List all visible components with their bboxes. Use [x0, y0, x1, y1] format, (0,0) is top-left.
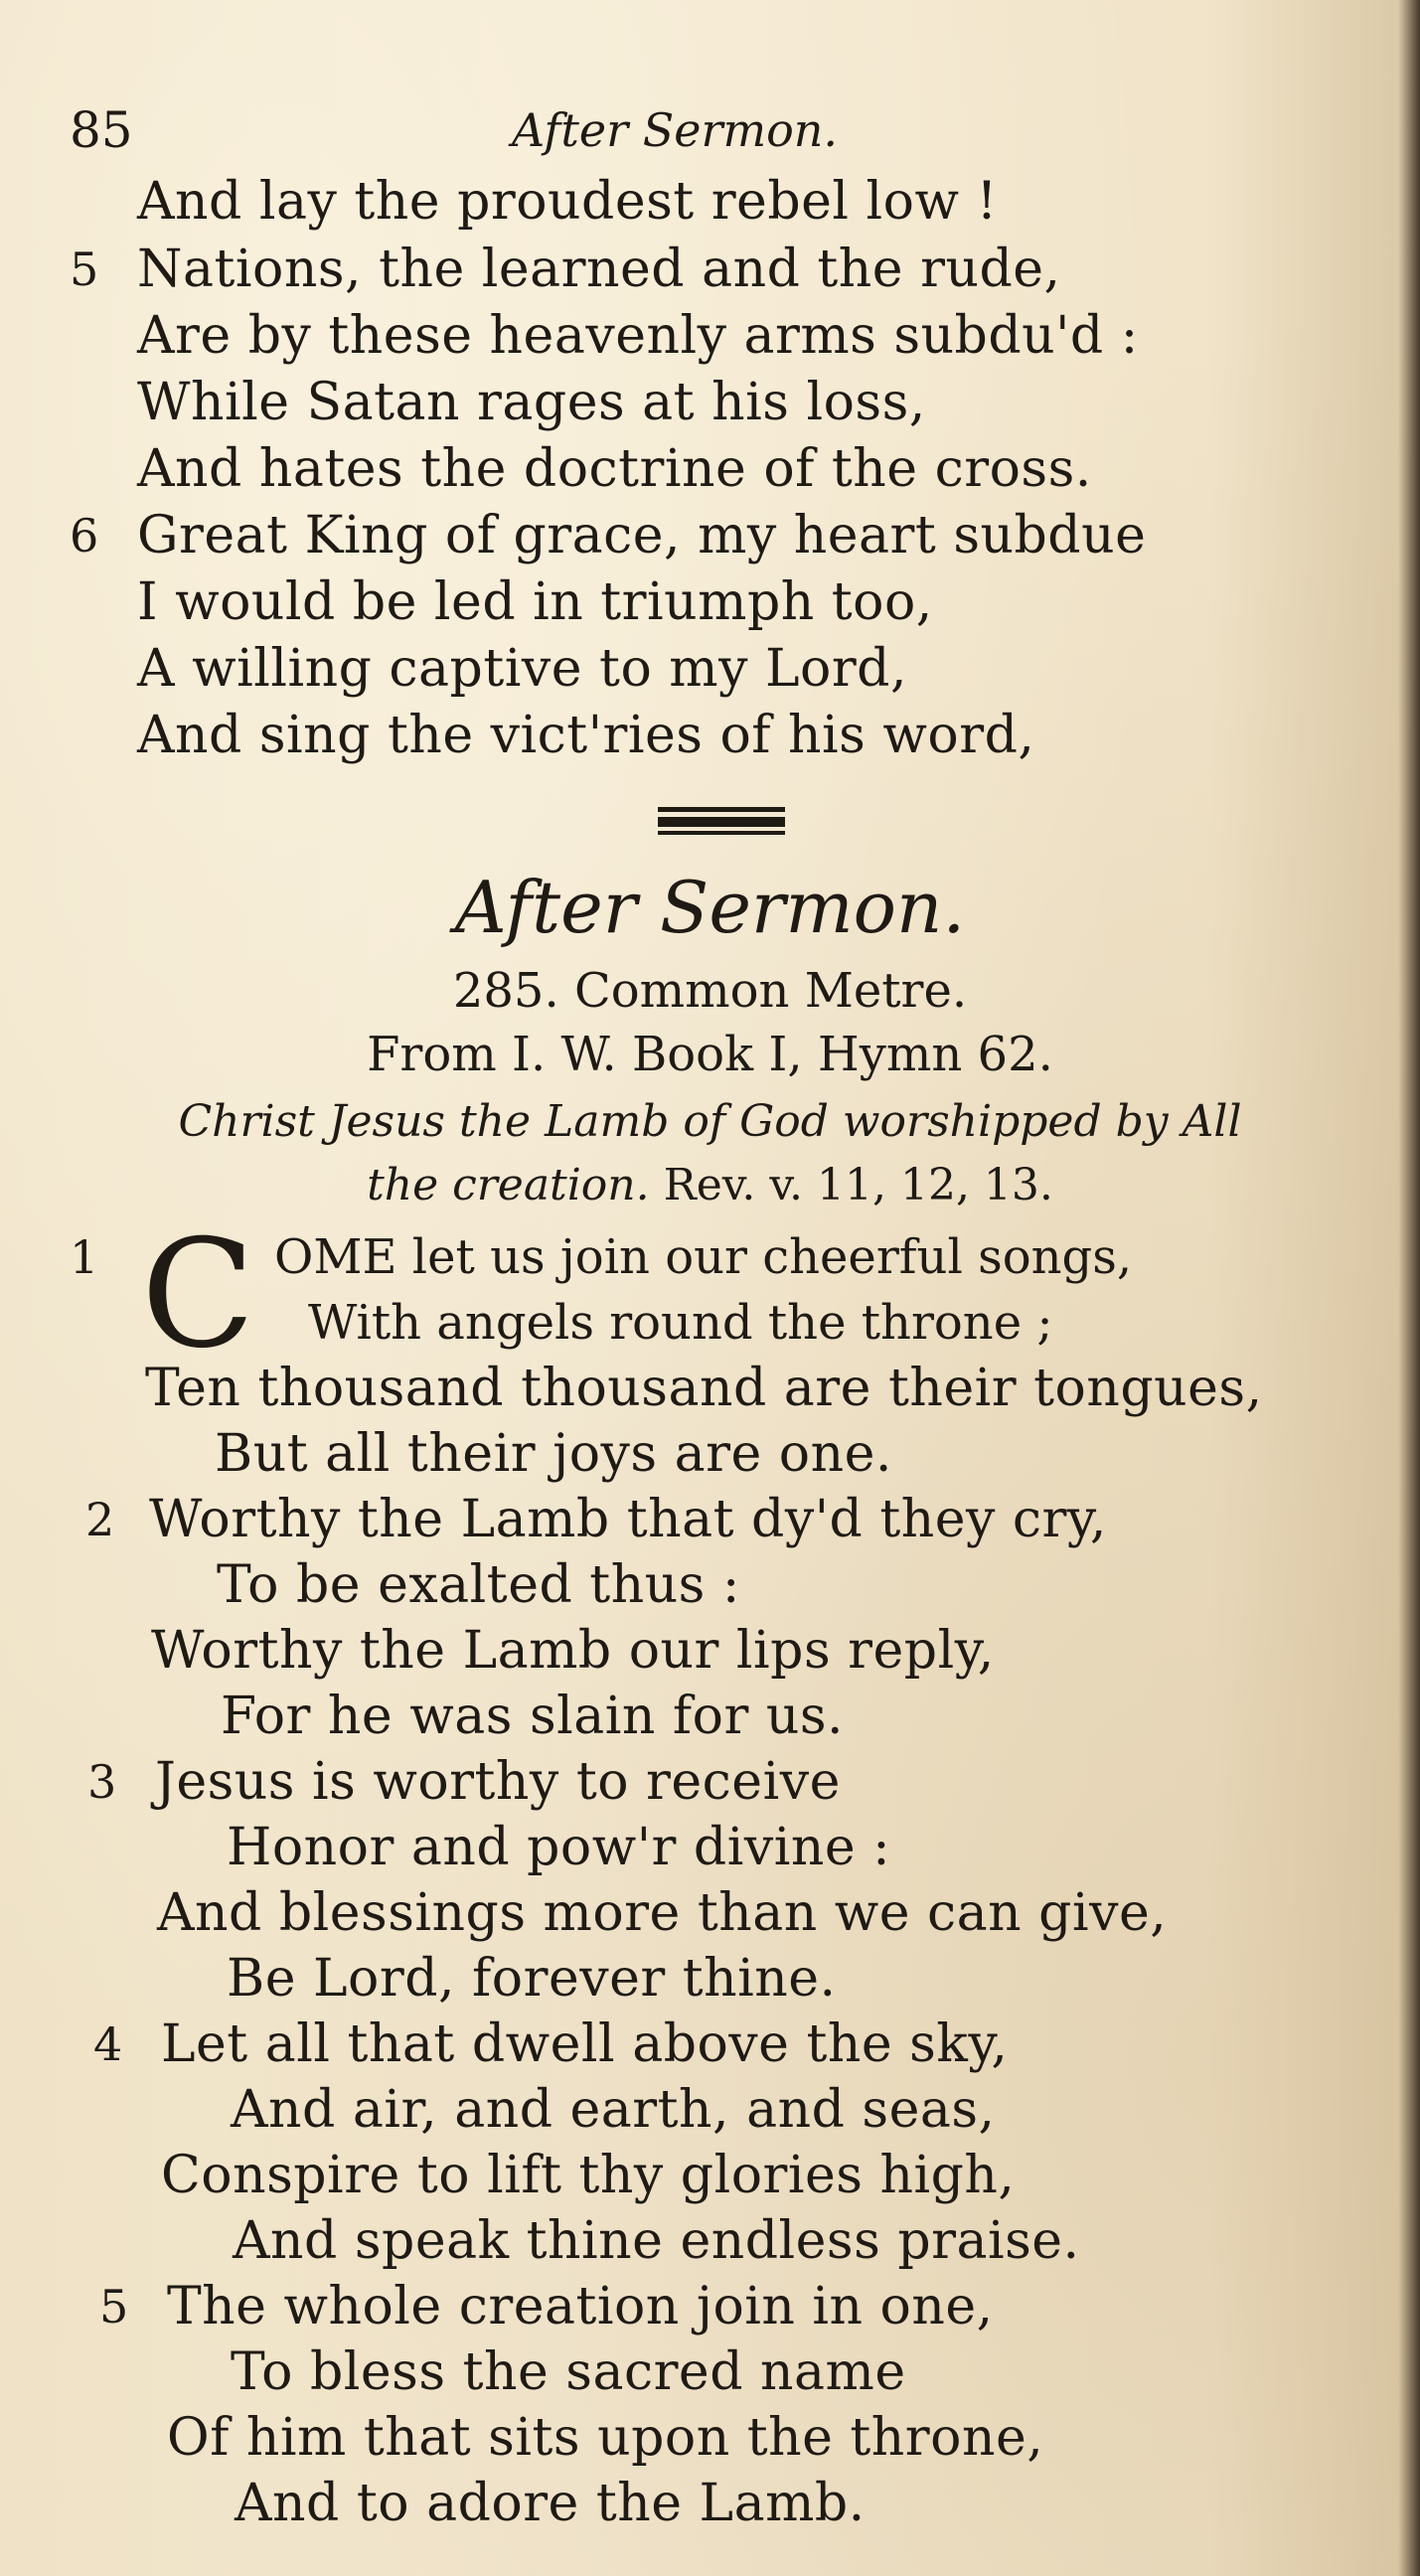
hymn-source: From I. W. Book I, Hymn 62.	[367, 1027, 1053, 1082]
page-number: 85	[70, 101, 133, 159]
separator-rule	[658, 807, 785, 812]
verse-line: Of him that sits upon the throne,	[167, 2408, 1044, 2468]
verse-line: For he was slain for us.	[221, 1687, 845, 1746]
running-head	[70, 95, 1361, 165]
verse-line: While Satan rages at his loss,	[137, 373, 926, 432]
verse-line: And air, and earth, and seas,	[231, 2080, 996, 2140]
verse-line: Jesus is worthy to receive	[155, 1752, 841, 1812]
verse-line: Honor and pow'r divine :	[227, 1818, 891, 1877]
verse-number: 1	[70, 1230, 99, 1284]
verse-number: 2	[85, 1493, 115, 1546]
verse-line: I would be led in triumph too,	[137, 572, 933, 632]
verse-line: And sing the vict'ries of his word,	[137, 706, 1035, 765]
verse-line: The whole creation join in one,	[167, 2277, 994, 2336]
verse-line: But all their joys are one.	[215, 1424, 892, 1484]
verse-line: Worthy the Lamb our lips reply,	[151, 1621, 995, 1681]
drop-cap: C	[141, 1208, 255, 1381]
verse-number: 5	[70, 242, 99, 296]
separator-rule	[658, 817, 785, 827]
hymn-subject-italic: the creation.	[367, 1160, 650, 1210]
verse-line: And lay the proudest rebel low !	[137, 172, 998, 232]
verse-number: 6	[70, 509, 99, 563]
hymn-number-metre: 285. Common Metre.	[452, 963, 968, 1019]
scripture-reference: Rev. v. 11, 12, 13.	[663, 1160, 1053, 1210]
verse-line: Be Lord, forever thine.	[227, 1949, 837, 2009]
verse-number: 5	[99, 2280, 129, 2334]
verse-line: With angels round the throne ;	[308, 1295, 1053, 1351]
verse-line: A willing captive to my Lord,	[137, 639, 907, 699]
verse-line: Ten thousand thousand are their tongues,	[145, 1359, 1263, 1418]
verse-line: Nations, the learned and the rude,	[137, 240, 1061, 299]
verse-line: And blessings more than we can give,	[157, 1883, 1168, 1943]
verse-line: OME let us join our cheerful songs,	[274, 1229, 1133, 1285]
verse-line: Conspire to lift thy glories high,	[161, 2146, 1016, 2205]
separator-rule	[658, 831, 785, 835]
verse-line: To be exalted thus :	[217, 1555, 740, 1615]
page-gutter-shadow	[1398, 0, 1420, 2576]
running-title: After Sermon.	[512, 103, 839, 157]
verse-line: And to adore the Lamb.	[235, 2474, 866, 2533]
verse-line: Great King of grace, my heart subdue	[137, 506, 1147, 565]
verse-line: And speak thine endless praise.	[233, 2211, 1080, 2271]
verse-line: Let all that dwell above the sky,	[161, 2014, 1009, 2074]
verse-number: 4	[93, 2017, 123, 2071]
verse-line: To bless the sacred name	[231, 2342, 906, 2402]
verse-line: Are by these heavenly arms subdu'd :	[137, 306, 1139, 366]
hymn-subject-continued	[0, 1155, 1420, 1216]
verse-line: Worthy the Lamb that dy'd they cry,	[149, 1490, 1107, 1549]
verse-number: 3	[87, 1755, 117, 1809]
hymn-subject: Christ Jesus the Lamb of God worshipped by All	[178, 1096, 1242, 1147]
verse-line: And hates the doctrine of the cross.	[137, 439, 1092, 499]
hymn-title: After Sermon.	[454, 866, 966, 949]
